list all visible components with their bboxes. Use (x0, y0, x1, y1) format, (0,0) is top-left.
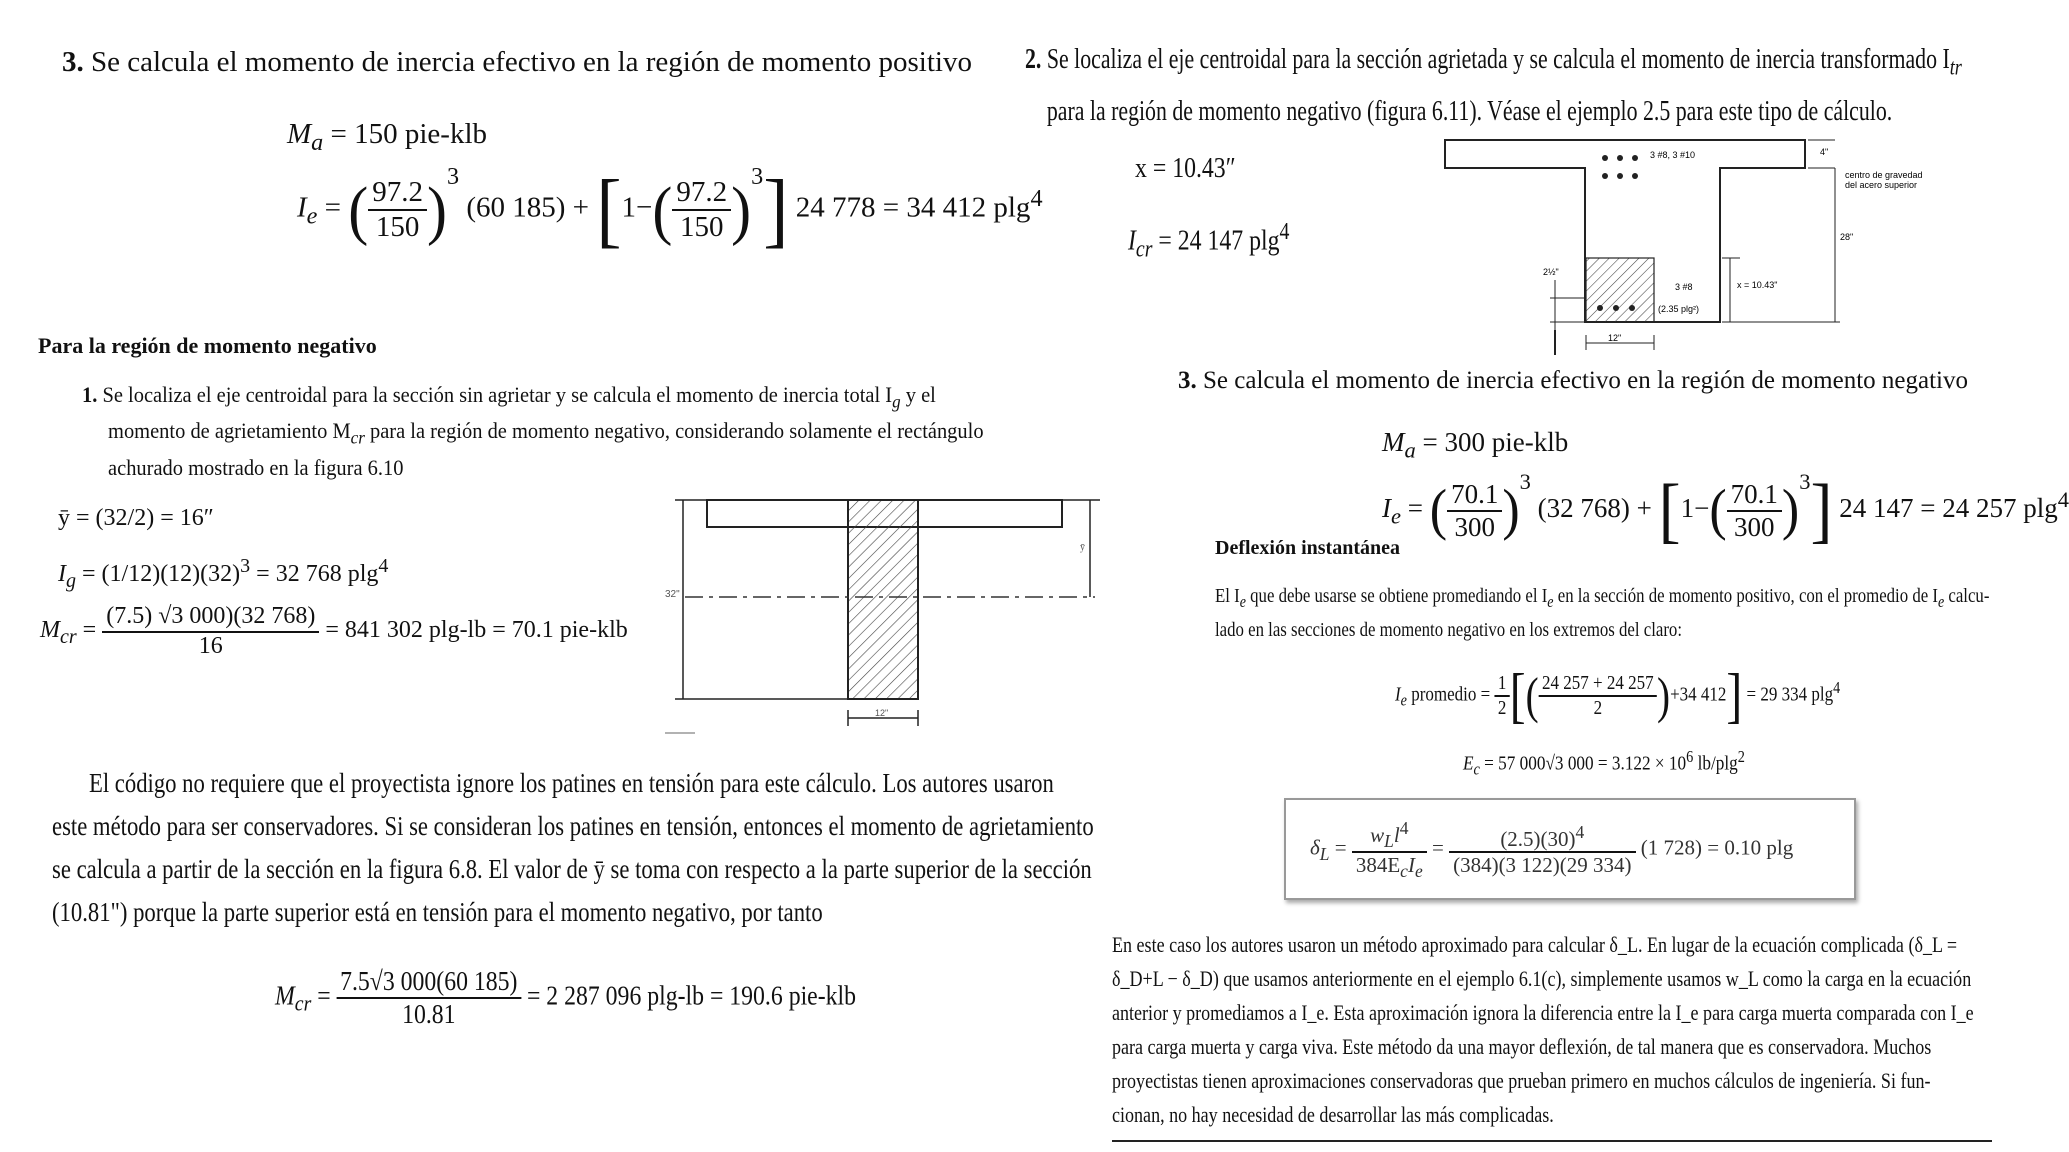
fraction (1352, 818, 1427, 882)
eq-subscript: e (306, 202, 318, 230)
top-bars (1602, 155, 1638, 179)
eq-subscript: c (1473, 759, 1480, 779)
eq-subscript: cr (294, 990, 312, 1016)
eq-result: = 841 302 plg-lb = 70.1 pie-klb (325, 617, 628, 644)
frac-den: 300 (1734, 512, 1775, 542)
figure-6-10-t-section (665, 490, 1110, 735)
eq-subscript: cr (1135, 235, 1153, 263)
eq-result: = 32 768 plg (250, 561, 379, 587)
eq-value: = 24 147 plg (1152, 224, 1280, 257)
text-part: que debe usarse se obtiene promediando el I (1245, 585, 1548, 607)
frac-den: 10.81 (402, 999, 456, 1030)
step3-negative-heading (1178, 367, 1968, 395)
bracket-open: [ (1658, 470, 1681, 551)
equals: = (1431, 835, 1444, 860)
paren-close: ) (731, 173, 752, 247)
frac-num: 97.2 (368, 176, 427, 211)
eq-symbol: I (297, 191, 307, 224)
label-centro: centro de gravedad (1845, 170, 1923, 180)
eq-symbol: E (1463, 752, 1474, 775)
exponent: 4 (378, 555, 389, 577)
compression-zone (1586, 258, 1654, 322)
eq-symbol: M (287, 118, 312, 150)
final-paragraph (1112, 928, 1974, 1132)
eq-part: 1− (621, 191, 653, 224)
subscript: e (1547, 592, 1554, 611)
label-top-bars: 3 #8, 3 #10 (1650, 150, 1696, 160)
frac-den: 16 (198, 632, 223, 659)
fraction (1727, 479, 1782, 543)
bracket-close: ] (1726, 661, 1743, 731)
bracket-close: ] (1810, 470, 1833, 551)
deflection-heading: Deflexión instantánea (1215, 537, 1404, 560)
eq-symbol: M (1382, 427, 1405, 457)
text-part: en la sección de momento positivo, con el promedio de I (1553, 585, 1938, 607)
frac-den: 2 (1593, 697, 1603, 719)
eq-ig (58, 555, 388, 593)
eq-symbol: I (58, 561, 66, 587)
eq-deflection (1310, 818, 1793, 882)
dim-top: 4" (1820, 147, 1829, 157)
exponent: 4 (1833, 677, 1841, 697)
text-part: El I (1215, 585, 1240, 607)
frac-num: (7.5) √3 000)(32 768) (102, 603, 319, 633)
step2-text (1025, 38, 1962, 133)
exponent: 6 (1686, 747, 1694, 766)
text-part: lado en las secciones de momento negativo en los extremos del claro: (1215, 619, 1682, 641)
para-line: se calcula a partir de la sección en la figura 6.8. El valor de ȳ se toma con respecto a la parte superior de la sección (52, 854, 1092, 884)
para-line: (10.81") porque la parte superior está en tensión para el momento negativo, por tanto (52, 897, 823, 927)
subscript: e (1239, 592, 1246, 611)
step1-line2: momento de agrietamiento M (108, 418, 351, 444)
exp: 4 (1575, 822, 1585, 843)
dim-32: 32" (665, 589, 680, 600)
exponent: 3 (751, 163, 764, 190)
bracket-close: ] (763, 163, 789, 257)
para-line: para carga muerta y carga viva. Este método da una mayor deflexión, de tal manera que es conservadora. Muchos (1112, 1034, 1932, 1059)
frac-num (1449, 822, 1635, 853)
frac-num: 97.2 (672, 176, 731, 211)
sym: l (1393, 823, 1400, 847)
eq-ybar: ȳ = (32/2) = 16″ (58, 505, 214, 531)
fraction (102, 603, 319, 660)
para-line: δ_D+L − δ_D) que usamos anteriormente en el ejemplo 6.1(c), simplemente usamos w_L como la carga en la ecuación (1112, 966, 1972, 991)
frac-den: 150 (375, 211, 420, 243)
frac-den: 150 (680, 211, 724, 243)
fraction (337, 966, 521, 1030)
paren-close: ) (427, 173, 447, 247)
eq-subscript: a (1404, 437, 1416, 463)
step-number: 3. (1178, 367, 1197, 394)
paren-open: ( (348, 173, 369, 247)
eq-ie-negative: $I_e$ = ( $\frac{70.1}{300}$ )$^3$ (32 768) + [1−( $\frac{70.1}{300}$ )$^3$] 24 147 = 24 257 plg$^4$ (1382, 469, 2069, 551)
eq-part: 1− (1680, 493, 1710, 524)
eq-mcr: $M_{cr}$ = $\frac{(7.5) √3 000)(32 768)}{16}$ = 841 302 plg-lb = 70.1 pie-klb (40, 603, 628, 659)
eq-result: (1 728) = 0.10 plg (1640, 835, 1794, 860)
bottom-rule (1112, 1140, 1992, 1142)
eq-ie-promedio (1395, 661, 1841, 731)
frac-num: 24 257 + 24 257 (1539, 672, 1657, 697)
sub: L (1384, 831, 1394, 852)
eq-symbol: M (275, 980, 295, 1011)
sub: e (1414, 861, 1423, 882)
frac-num: 70.1 (1447, 479, 1502, 512)
frac-num: 1 (1494, 672, 1509, 697)
label-centro2: del acero superior (1845, 180, 1918, 190)
eq-subscript: g (66, 569, 76, 592)
eq-mcr-flanges: $M_{cr}$ = $\frac{7.5√3 000(60 185)}{10.81}$ = 2 287 096 plg-lb = 190.6 pie-klb (275, 966, 857, 1030)
exponent: 3 (446, 163, 460, 190)
fraction (672, 176, 731, 245)
exponent: 2 (1737, 747, 1745, 766)
dim-12-right: 12" (1608, 333, 1622, 343)
step1-line1: Se localiza el eje centroidal para la sección sin agrietar y se calcula el momento de inercia total I (102, 382, 893, 407)
bracket-open: [ (596, 163, 622, 257)
sub: c (1400, 861, 1408, 882)
negative-region-heading: Para la región de momento negativo (38, 333, 377, 358)
exponent: 4 (2057, 487, 2069, 513)
eq-ec (1463, 747, 1745, 780)
exponent: 4 (1279, 218, 1290, 245)
para-line: cionan, no hay necesidad de desarrollar las más complicadas. (1112, 1102, 1554, 1127)
figure-6-11-cracked-section (1440, 130, 1960, 360)
eq-x: x = 10.43″ (1135, 152, 1236, 184)
para-line: anterior y promediamos a I_e. Esta aproximación ignora la diferencia entre la I_e para carga muerta comparada con I_e (1112, 1000, 1974, 1025)
exponent: 3 (240, 555, 251, 577)
paren-open: ( (1429, 479, 1448, 542)
step-number: 2. (1025, 44, 1042, 75)
eq-label: promedio = (1406, 683, 1491, 706)
subscript: cr (350, 427, 365, 448)
label-bar-area: (2.35 plg²) (1658, 304, 1700, 314)
paren-close: ) (1657, 667, 1671, 724)
eq-result: = 2 287 096 plg-lb = 190.6 pie-klb (526, 980, 857, 1011)
frac-num: 7.5√3 000(60 185) (337, 966, 521, 999)
equals: = (1334, 835, 1347, 860)
dim-28: 28" (1840, 232, 1854, 242)
eq-symbol: M (40, 617, 60, 644)
para-line: En este caso los autores usaron un método aproximado para calcular δ_L. En lugar de la ecuación complicada (δ_L = (1112, 932, 1958, 957)
eq-value: = 57 000√3 000 = 3.122 × 10 (1479, 752, 1687, 775)
eq-result: = 29 334 plg (1746, 683, 1834, 706)
eq-subscript: e (1391, 503, 1401, 529)
step1-text (82, 380, 984, 483)
exponent: 3 (1519, 469, 1531, 495)
exponent: 4 (1030, 185, 1043, 212)
paren-open: ( (652, 173, 673, 247)
eq-icr (1128, 218, 1289, 263)
eq-symbol: I (1128, 224, 1136, 257)
frac-num: 70.1 (1727, 479, 1782, 512)
frac-den (1352, 853, 1427, 881)
eq-value: = 150 pie-klb (330, 118, 487, 150)
frac-den: 2 (1497, 697, 1507, 719)
subscript: tr (1949, 54, 1962, 81)
step2-line1: Se localiza el eje centroidal para la sección agrietada y se calcula el momento de inercia transformado I (1046, 44, 1950, 75)
eq-result: 24 147 = 24 257 plg (1839, 493, 2058, 524)
eq-subscript: e (1400, 690, 1407, 710)
eq-ie-positive: $I_e$ = ( $\frac{97.2}{150}$ )$^3$ (60 185) + [1−( $\frac{97.2}{150}$ )$^3$] 24 778 = 34 412 plg$^4$ (297, 163, 1043, 257)
paragraph-flanges (52, 762, 1094, 934)
bracket-open: [ (1509, 661, 1526, 731)
paren-open: ( (1525, 667, 1539, 724)
eq-subscript: a (311, 128, 324, 156)
frac-den: 300 (1454, 512, 1495, 542)
eq-symbol: I (1382, 493, 1391, 524)
step2-line2: para la región de momento negativo (figura 6.11). Véase el ejemplo 2.5 para este tipo de cálculo. (1046, 95, 1893, 127)
fraction (1449, 822, 1635, 877)
paren-close: ) (1502, 479, 1520, 542)
step1-line3: achurado mostrado en la figura 6.10 (108, 454, 404, 480)
step-number: 3. (62, 46, 84, 78)
para-line: este método para ser conservadores. Si se consideran los patines en tensión, entonces el momento de agrietamiento (52, 811, 1094, 841)
text-part: calcu- (1944, 585, 1990, 607)
eq-subscript: L (1319, 843, 1330, 864)
eq-part: (60 185) + (466, 191, 589, 224)
eq-result: 24 778 = 34 412 plg (795, 191, 1031, 224)
eq-symbol: δ (1310, 835, 1320, 860)
frac-num (1352, 818, 1427, 853)
dim-2-5: 2½" (1543, 267, 1559, 277)
eq-part: +34 412 (1670, 683, 1727, 706)
sym: w (1370, 823, 1385, 847)
step-text: Se calcula el momento de inercia efectivo en la región de momento negativo (1203, 367, 1968, 394)
deflection-text (1215, 582, 1989, 645)
eq-value: = 300 pie-klb (1422, 427, 1569, 457)
paren-close: ) (1781, 479, 1800, 542)
step-text: Se calcula el momento de inercia efectivo en la región de momento positivo (91, 46, 972, 78)
step1-line2-end: para la región de momento negativo, considerando solamente el rectángulo (364, 418, 984, 444)
dim-ybar: ȳ (1080, 542, 1085, 553)
fraction (1494, 672, 1509, 720)
eq-ma-positive (287, 118, 487, 157)
paren-open: ( (1709, 479, 1727, 542)
hatched-web (848, 500, 918, 699)
sym: 384E (1355, 853, 1401, 878)
eq-ma-negative (1382, 427, 1568, 463)
fraction (368, 176, 427, 245)
eq-symbol: I (1395, 683, 1401, 706)
subscript: g (892, 391, 901, 412)
frac-den: (384)(3 122)(29 334) (1453, 853, 1632, 878)
eq-units: lb/plg (1693, 752, 1738, 775)
para-line: proyectistas tienen aproximaciones conservadoras que prueban primero en muchos cálculos de ingeniería. Si fun- (1112, 1068, 1931, 1093)
exponent: 3 (1799, 469, 1811, 495)
val: (2.5)(30) (1500, 827, 1576, 852)
step3-positive-heading (62, 46, 972, 79)
eq-value: = (1/12)(12)(32) (82, 561, 241, 587)
fraction (1447, 479, 1502, 543)
sym: I (1407, 853, 1415, 878)
subscript: e (1937, 592, 1945, 611)
para-line: El código no requiere que el proyectista ignore los patines en tensión para este cálculo. Los autores usaron (88, 768, 1054, 798)
eq-part: (32 768) + (1537, 493, 1652, 524)
label-bottom-bars: 3 #8 (1675, 282, 1693, 292)
eq-subscript: cr (60, 625, 77, 648)
step-number: 1. (82, 382, 98, 407)
step1-line1-end: y el (900, 382, 936, 407)
fraction (1539, 672, 1657, 720)
dim-12: 12" (875, 708, 889, 718)
exp: 4 (1399, 818, 1409, 838)
dim-x: x = 10.43" (1737, 280, 1778, 290)
